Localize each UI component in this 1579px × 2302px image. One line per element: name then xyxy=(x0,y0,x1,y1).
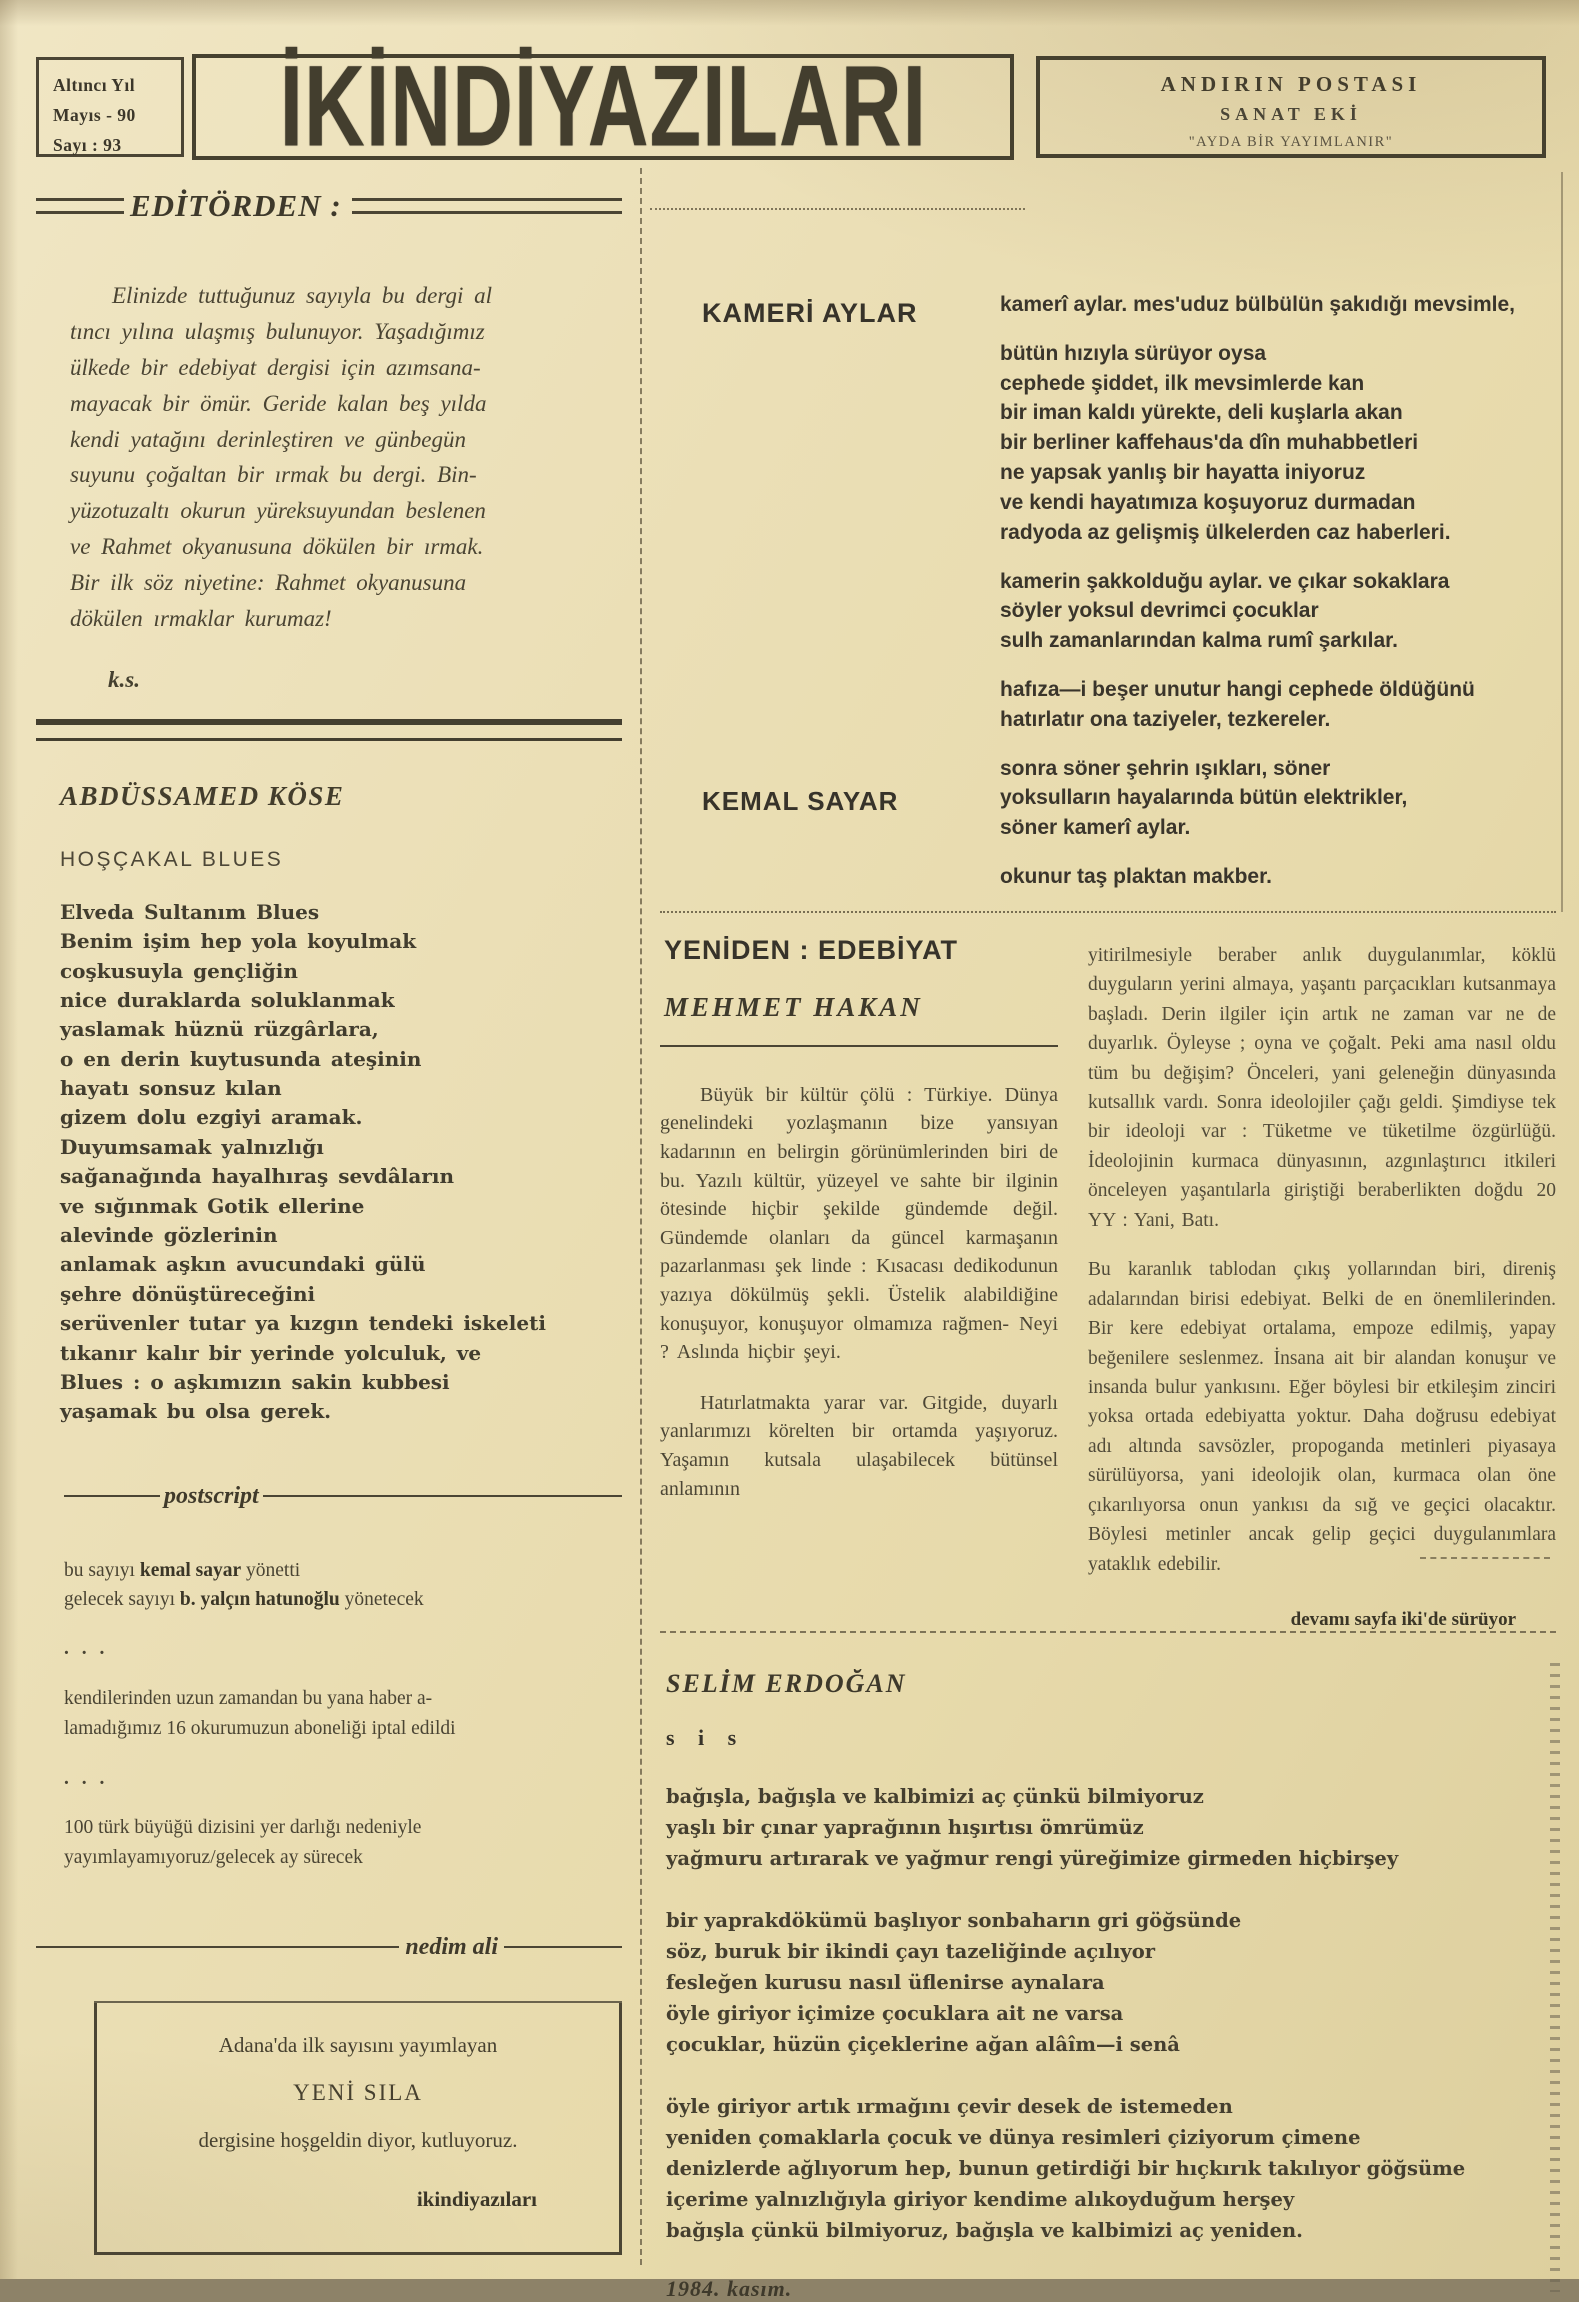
text-line: yaşamak bu olsa gerek. xyxy=(60,1399,332,1424)
text-line: ve Rahmet okyanusuna dökülen bir ırmak. xyxy=(70,534,484,560)
rule-left xyxy=(64,1495,160,1497)
article-paragraph: Bu karanlık tablodan çıkış yollarından biri, direniş adalarından birisi edebiyat. Belki de en önemlilerinden. Bir kere edebiyat ortalama, empoze edilmiş, yapay beğenilere seslenmez. İnsana ait bir alandan konuşur ve insanda bulur yankısını. Eğer böylesi bir etkileşim zinciri yoksa ortada edebiyatta yoktur. Daha doğrusu edebiyat adı altında savsözler, propoganda metinleri piyasaya sürülüyorsa, yani ideolojik olan, kurmaca olan öne çıkarılıyorsa onun yankısı da sığ ve geçici olacaktır. Böylesi metinler ancak gelip geçici duygulanımlara yataklık edebilir. xyxy=(1088,1259,1556,1575)
page-edge-line xyxy=(1561,172,1563,912)
section-divider xyxy=(36,719,622,741)
issue-year: Altıncı Yıl xyxy=(53,75,136,95)
issue-box xyxy=(36,57,184,157)
credit-line: bu sayıyı kemal sayar yönetti xyxy=(64,1559,301,1581)
magazine-logo-box xyxy=(192,42,1014,171)
poem-body xyxy=(60,898,622,1427)
article-column-1 xyxy=(660,935,1058,1631)
text-line: kendilerinden uzun zamandan bu yana haber a- xyxy=(64,1687,433,1709)
kemal-sayar-author: KEMAL SAYAR xyxy=(702,786,899,816)
poem-stanza xyxy=(1000,862,1556,892)
left-column xyxy=(36,188,622,2255)
edge-tick-marks xyxy=(1550,1663,1560,2292)
poem-stanza xyxy=(1000,567,1556,656)
welcome-line: Adana'da ilk sayısını yayımlayan xyxy=(218,2032,498,2057)
text-line: hatırlatır ona taziyeler, tezkereler. xyxy=(1000,707,1331,731)
text-line: öyle giriyor içimize çocuklara ait ne varsa xyxy=(666,2002,1124,2026)
text-line: lamadığımız 16 okurumuzun aboneliği iptal edildi xyxy=(64,1717,456,1739)
text-line: 100 türk büyüğü dizisini yer darlığı nedeniyle xyxy=(64,1817,422,1839)
welcome-box xyxy=(94,2003,622,2255)
text-line: kamerin şakkolduğu aylar. ve çıkar sokaklara xyxy=(1000,569,1450,593)
text-line: Elinizde tuttuğunuz sayıyla bu dergi al xyxy=(112,283,492,308)
poem-title: HOŞÇAKAL BLUES xyxy=(60,847,284,871)
text-line: suyunu çoğaltan bir ırmak bu dergi. Bin- xyxy=(70,462,477,488)
text-line: ne yapsak yanlış bir hayatta iniyoruz xyxy=(1000,461,1366,485)
yeniden-edebiyat-article xyxy=(660,913,1556,1631)
editorial-signature: k.s. xyxy=(108,666,140,692)
publisher-name: ANDIRIN POSTASI xyxy=(1160,72,1422,96)
text-line: ve kendi hayatımıza koşuyoruz durmadan xyxy=(1000,490,1416,514)
text-line: radyoda az gelişmiş ülkelerden caz haberleri. xyxy=(1000,520,1451,544)
text-line: o en derin kuytusunda ateşinin xyxy=(60,1046,422,1071)
text-line: yeniden çomaklarla çocuk ve dünya resimleri çiziyorum çimene xyxy=(666,2125,1361,2149)
poem-stanza xyxy=(1000,754,1556,843)
article-paragraph: Büyük bir kültür çölü : Türkiye. Dünya genelindeki yozlaşmanın bize yansıyan kadarının en belirgin görünümlerinden biri de bu. Yazılı kültür, yüzeyel ve sahte bir ilginin ötesinde hiçbir şekilde gündemde değil. Gündemde olanları da güncel karmaşanın pazarlanması şek linde : Kısacası dedikodunun yazıya dökülmüş şekli. Üstelik alabildiğine konuşuyor, konuşuyor olmamıza rağmen- Neyi ? Aslında hiçbir şeyi. xyxy=(660,1083,1058,1364)
text-line: tıncı yılına ulaşmış bulunuyor. Yaşadığımız xyxy=(70,318,485,344)
poem-stanza xyxy=(666,1781,1516,1875)
publisher-box xyxy=(1036,56,1546,158)
postscript-divider xyxy=(64,1483,622,1510)
editor-name: b. yalçın hatunoğlu xyxy=(179,1589,340,1611)
text-line: öyle giriyor artık ırmağını çevir desek de istemeden xyxy=(666,2094,1233,2118)
issue-number: Sayı : 93 xyxy=(53,135,122,156)
right-region xyxy=(660,168,1556,2302)
column-divider xyxy=(640,168,642,2265)
kameri-aylar-poem xyxy=(1000,168,1556,911)
sis-author: SELİM ERDOĞAN xyxy=(666,1669,907,1698)
text-line: yoksulların hayalarında bütün elektrikler, xyxy=(1000,786,1408,810)
text-line: bir iman kaldı yürekte, deli kuşlarla akan xyxy=(1000,401,1403,425)
text-line: sonra söner şehrin ışıkları, söner xyxy=(1000,756,1331,780)
welcome-magazine-name: YENİ SILA xyxy=(293,2079,423,2105)
text-line: ülkede bir edebiyat dergisi için azımsana- xyxy=(70,354,481,380)
text-line: ve sığınmak Gotik ellerine xyxy=(60,1193,365,1218)
article-kicker: YENİDEN : EDEBİYAT xyxy=(664,934,959,965)
text-line: kendi yatağını derinleştiren ve günbegün xyxy=(70,426,466,452)
text-line: söz, buruk bir ikindi çayı tazeliğinde açılıyor xyxy=(666,1939,1156,1963)
text-line: sulh zamanlarından kalma rumî şarkılar. xyxy=(1000,629,1399,653)
poem-stanza xyxy=(1000,339,1556,548)
cancellation-note xyxy=(64,1684,622,1744)
text-line: yaslamak hüznü rüzgârlara, xyxy=(60,1017,379,1042)
text-line: anlamak aşkın avucundaki gülü xyxy=(60,1252,426,1277)
text-line: tıkanır kalır bir yerinde yolculuk, ve xyxy=(60,1340,482,1365)
publisher-frequency: "AYDA BİR YAYIMLANIR" xyxy=(1188,134,1394,150)
article-column-2 xyxy=(1088,935,1556,1631)
dots-separator: . . . xyxy=(64,1767,109,1789)
text-line: dökülen ırmaklar kurumaz! xyxy=(70,605,332,631)
text-line: Elveda Sultanım Blues xyxy=(60,899,320,924)
text-line: mayacak bir ömür. Geride kalan beş yılda xyxy=(70,390,487,416)
article-author: MEHMET HAKAN xyxy=(664,991,923,1022)
rule-right xyxy=(263,1495,622,1497)
kameri-aylar-title: KAMERİ AYLAR xyxy=(702,298,918,328)
credit-line: gelecek sayıyı b. yalçın hatunoğlu yönetecek xyxy=(64,1589,424,1611)
text-line: cephede şiddet, ilk mevsimlerde kan xyxy=(1000,371,1365,395)
poem-stanza xyxy=(1000,290,1556,320)
text-line: alevinde gözlerinin xyxy=(60,1223,278,1248)
text-line: çocuklar, hüzün çiçeklerine ağan alâîm—i senâ xyxy=(666,2033,1180,2057)
issue-month: Mayıs - 90 xyxy=(53,105,136,126)
nedim-ali-divider xyxy=(36,1934,622,1961)
editorial-heading: EDİTÖRDEN : xyxy=(130,188,342,223)
text-line: yağmuru artırarak ve yağmur rengi yüreğimize girmeden hiçbirşey xyxy=(666,1847,1399,1871)
text-line: söyler yoksul devrimci çocuklar xyxy=(1000,599,1319,623)
editorial-body xyxy=(70,278,622,637)
continuation-rule xyxy=(1420,1557,1550,1559)
postscript-body xyxy=(64,1556,622,1874)
text-line: sağanağında hayalhıraş sevdâların xyxy=(60,1164,455,1189)
article-paragraph: Hatırlatmakta yarar var. Gitgide, duyarlı yanlarımızı körelten bir ortamda yaşıyoruz. Yaşamın kutsala ulaşabilecek bütünsel anlamının xyxy=(660,1391,1058,1500)
welcome-signature: ikindiyazıları xyxy=(416,2186,537,2211)
article-rule xyxy=(660,1045,1058,1047)
poem-author: ABDÜSSAMED KÖSE xyxy=(60,780,345,811)
sis-section xyxy=(660,1631,1556,2302)
kameri-title-column xyxy=(660,168,1000,911)
text-line: gizem dolu ezgiyi aramak. xyxy=(60,1105,363,1130)
text-line: içerime yalnızlığıyla giriyor kendime alıkoyduğum herşey xyxy=(666,2188,1295,2212)
text-line: yaşlı bir çınar yaprağının hışırtısı ömrümüz xyxy=(666,1816,1144,1840)
poem-stanza xyxy=(666,1905,1516,2061)
dots-separator: . . . xyxy=(64,1638,109,1660)
sis-poem xyxy=(666,1781,1516,2246)
text-line: bağışla çünkü bilmiyoruz, bağışla ve kalbimizi aç yeniden. xyxy=(666,2219,1303,2243)
article-continuation-note: devamı sayfa iki'de sürüyor xyxy=(1290,1609,1516,1630)
postscript-label: postscript xyxy=(164,1482,259,1509)
text-line: denizlerde ağlıyorum hep, bunun getirdiği bir hıçkırık takılıyor göğsüme xyxy=(666,2156,1466,2180)
text-line: okunur taş plaktan makber. xyxy=(1000,865,1272,888)
text-line: bir berliner kaffehaus'da dîn muhabbetleri xyxy=(1000,431,1419,455)
editorial-heading-row xyxy=(36,188,622,224)
kameri-aylar-section xyxy=(660,168,1556,911)
text-line: bağışla, bağışla ve kalbimizi aç çünkü bilmiyoruz xyxy=(666,1785,1204,1808)
sis-title: s i s xyxy=(666,1725,746,1750)
editor-name: kemal sayar xyxy=(139,1559,242,1581)
magazine-logo: İKİNDİYAZILARI xyxy=(279,42,927,171)
poem-stanza xyxy=(1000,675,1556,735)
article-paragraph: yitirilmesiyle beraber anlık duygulanımlar, köklü duyguların yerini almaya, yaşantı parçacıkları kutsanmaya başladı. Derin ilgiler için artık ne zaman var ne de duyarlık. Öyleyse ; oyna ve çoğalt. Peki ama nasıl oldu tüm bu değişim? Önceleri, yani geleneğin dünyasında kutsallık vardı. Sonra ideolojiler çağı geldi. Şimdiyse tek bir ideoloji var : Tüketme ve tüketilme özgürlüğü. İdeolojinin kurmaca dünyasının, azgınlaştırıcı itkileri önceleyen yaşantılarla giriştiği beraberlikten doğdu 20 YY : Yani, Batı. xyxy=(1088,944,1556,1231)
text-line: Blues : o aşkımızın sakin kubbesi xyxy=(60,1370,450,1394)
nedim-ali-label: nedim ali xyxy=(405,1933,498,1960)
text-line: fesleğen kurusu nasıl üflenirse aynalara xyxy=(666,1970,1105,1994)
text-line: coşkusuyla gençliğin xyxy=(60,958,298,983)
text-line: hayatı sonsuz kılan xyxy=(60,1076,282,1101)
welcome-line: dergisine hoşgeldin diyor, kutluyoruz. xyxy=(198,2127,518,2152)
text-line: kamerî aylar. mes'uduz bülbülün şakıdığı mevsimle, xyxy=(1000,293,1516,316)
text-line: nice duraklarda soluklanmak xyxy=(60,987,395,1012)
text-line: hafıza—i beşer unutur hangi cephede öldüğünü xyxy=(1000,677,1475,701)
rule-right xyxy=(352,198,622,214)
rule-right xyxy=(504,1946,622,1948)
text-line: söner kamerî aylar. xyxy=(1000,816,1191,840)
rule-left xyxy=(36,198,124,214)
text-line: bütün hızıyla sürüyor oysa xyxy=(1000,341,1267,365)
series-note xyxy=(64,1813,622,1873)
text-line: serüvenler tutar ya kızgın tendeki iskeleti xyxy=(60,1311,546,1336)
sis-date: 1984. kasım. xyxy=(666,2276,793,2302)
text-line: şehre dönüştüreceğini xyxy=(60,1281,316,1306)
text-line: bir yaprakdökümü başlıyor sonbaharın gri göğsünde xyxy=(666,1908,1242,1932)
text-line: yüzotuzaltı okurun yüreksuyundan beslenen xyxy=(70,498,486,524)
poem-stanza xyxy=(666,2091,1516,2247)
rule-left xyxy=(36,1946,399,1948)
text-line: Duyumsamak yalnızlığı xyxy=(60,1134,324,1159)
publisher-supplement: SANAT EKİ xyxy=(1220,104,1362,124)
text-line: Benim işim hep yola koyulmak xyxy=(60,929,417,954)
text-line: Bir ilk söz niyetine: Rahmet okyanusuna xyxy=(70,570,467,595)
text-line: yayımlayamıyoruz/gelecek ay sürecek xyxy=(64,1847,363,1869)
